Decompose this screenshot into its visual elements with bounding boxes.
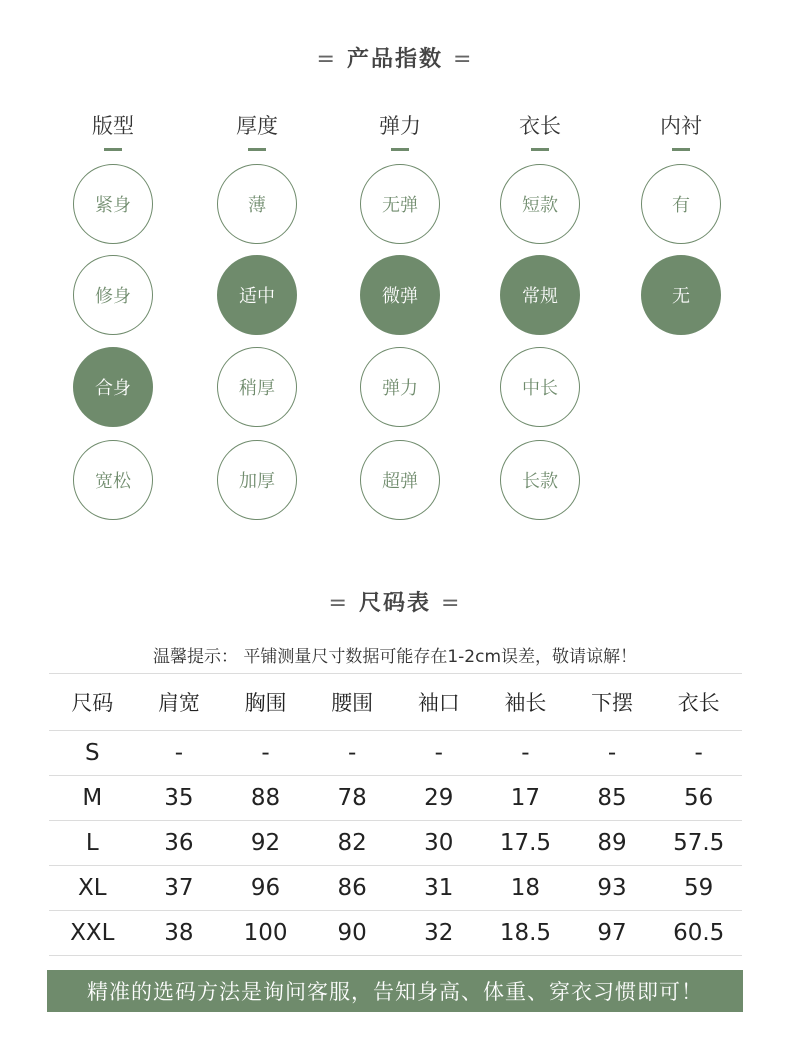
size-value-cell: - <box>482 731 569 776</box>
size-value-cell: 78 <box>309 776 396 821</box>
index-option: 超弹 <box>360 440 440 520</box>
index-option: 有 <box>641 164 721 244</box>
size-value-cell: 38 <box>136 911 223 956</box>
size-value-cell: - <box>309 731 396 776</box>
index-option: 短款 <box>500 164 580 244</box>
size-value-cell: 56 <box>655 776 742 821</box>
index-column-header <box>53 110 173 151</box>
size-value-cell: 92 <box>222 821 309 866</box>
size-value-cell: 100 <box>222 911 309 956</box>
size-table-header-cell: 尺码 <box>49 674 136 731</box>
size-value-cell: 30 <box>396 821 483 866</box>
table-row <box>49 776 742 821</box>
size-value-cell: 31 <box>396 866 483 911</box>
product-index-title-text: 产品指数 <box>346 47 443 72</box>
size-value-cell: 88 <box>222 776 309 821</box>
size-value-cell: 85 <box>569 776 656 821</box>
index-option-selected: 适中 <box>217 255 297 335</box>
size-value-cell: 18 <box>482 866 569 911</box>
size-value-cell: 57.5 <box>655 821 742 866</box>
index-option: 长款 <box>500 440 580 520</box>
index-option: 紧身 <box>73 164 153 244</box>
size-value-cell: - <box>396 731 483 776</box>
index-option: 中长 <box>500 347 580 427</box>
size-value-cell: 59 <box>655 866 742 911</box>
index-column-header <box>480 110 600 151</box>
size-value-cell: 32 <box>396 911 483 956</box>
table-row <box>49 731 742 776</box>
size-chart-title <box>0 586 790 617</box>
size-table-header-cell: 袖长 <box>482 674 569 731</box>
measurement-tip: 温馨提示： 平铺测量尺寸数据可能存在1-2cm误差，敬请谅解！ <box>152 647 638 667</box>
index-column-header-label: 弹力 <box>379 114 421 138</box>
header-underline <box>248 148 266 151</box>
table-row <box>49 821 742 866</box>
size-table-header-cell: 袖口 <box>396 674 483 731</box>
size-table-header-cell: 肩宽 <box>136 674 223 731</box>
size-label-cell: L <box>49 821 136 866</box>
size-table-header-cell: 下摆 <box>569 674 656 731</box>
table-row <box>49 866 742 911</box>
index-option-selected: 无 <box>641 255 721 335</box>
size-value-cell: 18.5 <box>482 911 569 956</box>
size-value-cell: 90 <box>309 911 396 956</box>
index-column-header <box>621 110 741 151</box>
index-option: 稍厚 <box>217 347 297 427</box>
size-value-cell: - <box>569 731 656 776</box>
header-underline <box>672 148 690 151</box>
size-label-cell: XXL <box>49 911 136 956</box>
size-value-cell: 17 <box>482 776 569 821</box>
size-chart-title-text: 尺码表 <box>358 591 431 616</box>
size-label-cell: M <box>49 776 136 821</box>
size-table-header-cell: 胸围 <box>222 674 309 731</box>
size-table-header-row <box>49 674 742 731</box>
size-value-cell: 97 <box>569 911 656 956</box>
size-value-cell: 86 <box>309 866 396 911</box>
product-index-title <box>0 42 790 73</box>
index-column-header-label: 厚度 <box>236 114 278 138</box>
index-option: 薄 <box>217 164 297 244</box>
index-option-selected: 微弹 <box>360 255 440 335</box>
title-deco-left: = <box>316 47 337 72</box>
index-column-header-label: 内衬 <box>660 114 702 138</box>
index-column-header-label: 衣长 <box>519 114 561 138</box>
size-label-cell: S <box>49 731 136 776</box>
size-value-cell: 93 <box>569 866 656 911</box>
size-value-cell: 35 <box>136 776 223 821</box>
header-underline <box>391 148 409 151</box>
index-column-header <box>340 110 460 151</box>
size-value-cell: - <box>136 731 223 776</box>
index-option-selected: 合身 <box>73 347 153 427</box>
size-value-cell: 29 <box>396 776 483 821</box>
size-value-cell: - <box>222 731 309 776</box>
size-table <box>49 673 742 956</box>
table-row <box>49 911 742 956</box>
title-deco-right: = <box>441 591 462 616</box>
index-option: 弹力 <box>360 347 440 427</box>
size-value-cell: 17.5 <box>482 821 569 866</box>
index-option-selected: 常规 <box>500 255 580 335</box>
index-option: 加厚 <box>217 440 297 520</box>
header-underline <box>104 148 122 151</box>
index-option: 宽松 <box>73 440 153 520</box>
size-value-cell: 36 <box>136 821 223 866</box>
size-table-header-cell: 衣长 <box>655 674 742 731</box>
size-value-cell: 37 <box>136 866 223 911</box>
size-value-cell: 96 <box>222 866 309 911</box>
index-column-header-label: 版型 <box>92 114 134 138</box>
index-column-header <box>197 110 317 151</box>
title-deco-right: = <box>453 47 474 72</box>
header-underline <box>531 148 549 151</box>
footer-banner: 精准的选码方法是询问客服，告知身高、体重、穿衣习惯即可！ <box>47 970 743 1012</box>
size-value-cell: 60.5 <box>655 911 742 956</box>
size-table-header-cell: 腰围 <box>309 674 396 731</box>
size-value-cell: 89 <box>569 821 656 866</box>
index-option: 修身 <box>73 255 153 335</box>
title-deco-left: = <box>328 591 349 616</box>
size-value-cell: - <box>655 731 742 776</box>
size-label-cell: XL <box>49 866 136 911</box>
size-value-cell: 82 <box>309 821 396 866</box>
index-option: 无弹 <box>360 164 440 244</box>
